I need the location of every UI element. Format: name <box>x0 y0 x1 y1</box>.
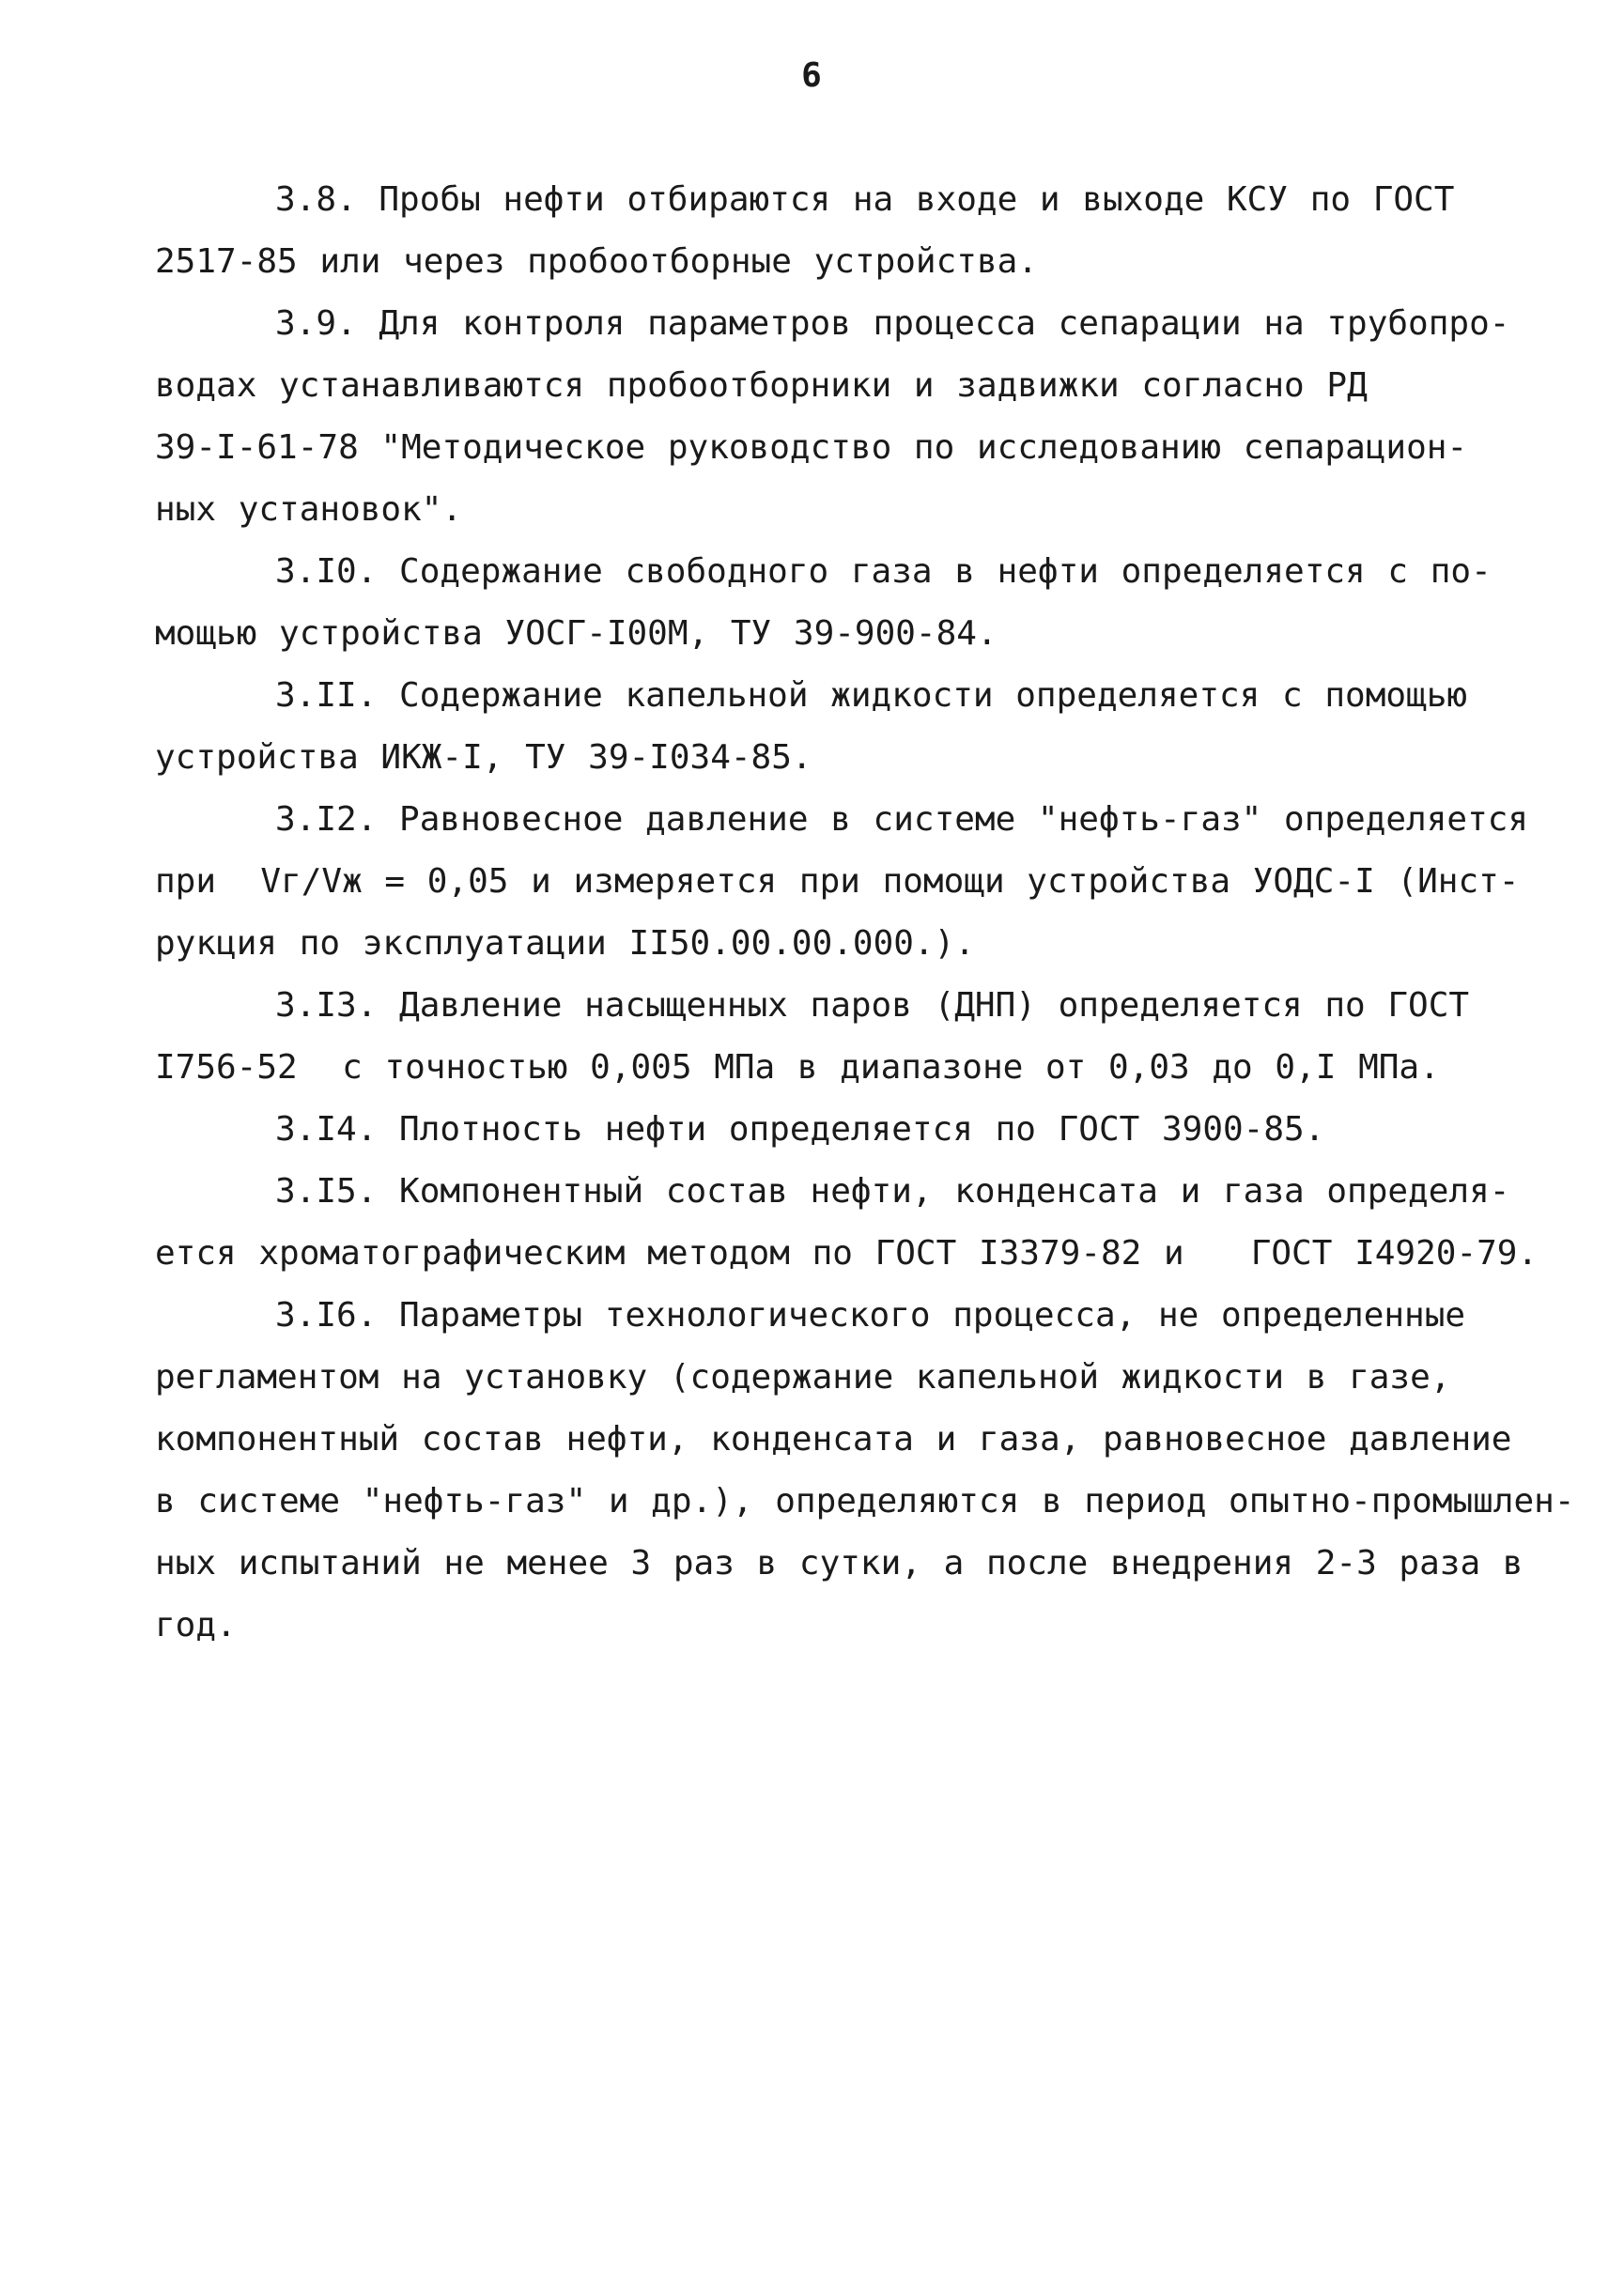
text-line: 3.8. Пробы нефти отбираются на входе и выходе КСУ по ГОСТ <box>275 180 1455 219</box>
text-line: мощью устройства УОСГ-I00М, ТУ 39-900-84. <box>155 614 998 653</box>
text-line: 3.I6. Параметры технологического процесса, не определенные <box>275 1296 1466 1335</box>
text-line: ется хроматографическим методом по ГОСТ I3379-82 и ГОСТ I4920-79. <box>155 1234 1539 1273</box>
text-line: ных испытаний не менее 3 раз в сутки, а после внедрения 2-3 раза в <box>155 1544 1523 1583</box>
text-line: 3.II. Содержание капельной жидкости определяется с помощью <box>275 676 1468 715</box>
text-line: 3.I5. Компонентный состав нефти, конденсата и газа определя- <box>275 1172 1510 1211</box>
document-body <box>155 169 1575 1657</box>
text-line: устройства ИКЖ-I, ТУ 39-I034-85. <box>155 738 812 777</box>
text-line: водах устанавливаются пробоотборники и задвижки согласно РД <box>155 366 1368 405</box>
text-line: 3.I3. Давление насыщенных паров (ДНП) определяется по ГОСТ <box>275 986 1470 1025</box>
text-line: 3.I4. Плотность нефти определяется по ГОСТ 3900-85. <box>275 1110 1325 1149</box>
text-line: компонентный состав нефти, конденсата и газа, равновесное давление <box>155 1420 1512 1459</box>
text-line: 2517-85 или через пробоотборные устройства. <box>155 242 1038 281</box>
text-line: 3.I0. Содержание свободного газа в нефти определяется с по- <box>275 552 1492 591</box>
text-line: 3.9. Для контроля параметров процесса сепарации на трубопро- <box>275 304 1510 343</box>
text-line: год. <box>155 1606 237 1644</box>
text-line: I756-52 с точностью 0,005 МПа в диапазоне от 0,03 до 0,I МПа. <box>155 1048 1440 1087</box>
text-line: регламентом на установку (содержание капельной жидкости в газе, <box>155 1358 1451 1397</box>
text-line: рукция по эксплуатации II50.00.00.000.). <box>155 924 975 963</box>
text-line: 3.I2. Равновесное давление в системе "нефть-газ" определяется <box>275 800 1529 839</box>
page-number: 6 <box>801 56 823 95</box>
text-line: при Vг/Vж = 0,05 и измеряется при помощи устройства УОДС-I (Инст- <box>155 862 1520 901</box>
text-line: 39-I-61-78 "Методическое руководство по исследованию сепарацион- <box>155 428 1468 467</box>
text-line: в системе "нефть-газ" и др.), определяются в период опытно-промышлен- <box>155 1482 1575 1521</box>
text-line: ных установок". <box>155 490 463 529</box>
